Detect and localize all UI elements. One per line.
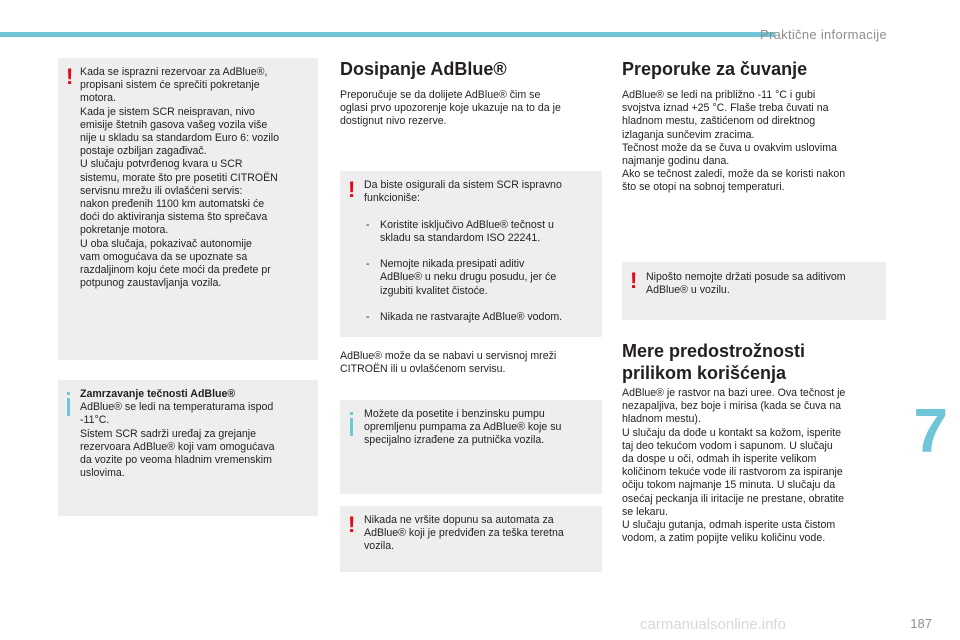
warning-box-scr <box>340 171 602 337</box>
warning-box-empty-tank <box>58 58 318 360</box>
precautions-text: AdBlue® je rastvor na bazi uree. Ova tečnost je nezapaljiva, bez boje i mirisa (kada se čuva na hladnom mestu). U slučaju da dođe u kontakt sa kožom, isperite taj deo tekućom vodom i sapunom. U slučaju da dospe u oči, odmah ih isperite velikom količinom tekuće vode ili rastvorom za ispiranje očiju tokom najmanje 15 minuta. U slučaju da osećaj peckanja ili iritacije ne prestane, obratite se lekaru. U slučaju gutanja, odmah isperite usta čistom vodom, a zatim popijte veliku količinu vode. <box>622 387 846 545</box>
storage-text: AdBlue® se ledi na približno -11 °C i gubi svojstva iznad +25 °C. Flaše treba čuvati na hladnom mestu, zaštićenom od direktnog izlaganja sunčevim zracima. Tečnost može da se čuva u ovakvim uslovima najmanje godinu dana. Ako se tečnost zaledi, može da se koristi nakon što se otopi na sobnoj temperaturi. <box>622 89 846 194</box>
warning-text: Nipošto nemojte držati posude sa aditivom AdBlue® u vozilu. <box>646 271 846 297</box>
info-icon <box>350 418 353 436</box>
warning-exclamation-icon: ! <box>66 64 74 89</box>
warning-text: Kada se isprazni rezervoar za AdBlue®, propisani sistem će sprečiti pokretanje motora. Kada je sistem SCR neispravan, nivo emisije štetnih gasova vašeg vozila više nije u skladu sa standardom Euro 6: vozilo postaje ozbiljan zagađivač. U slučaju potvrđenog kvara u SCR sistemu, morate što pre posetiti CITROËN servisnu mrežu ili ovlašćeni servis: nakon pređenih 1100 km automatski će doći do aktiviranja sistema što sprečava pokretanje motora. U oba slučaja, pokazivač autonomije vam omogućava da se upoznate sa razdaljinom koju ćete moći da pređete pr potpunog zaustavljanja vozila. <box>80 66 280 290</box>
info-icon <box>67 398 70 416</box>
refill-intro: Preporučuje se da dolijete AdBlue® čim se oglasi prvo upozorenje koje ukazuje na to da je dostignut nivo rezerve. <box>340 89 561 128</box>
warning-box-truck-pump <box>340 506 602 572</box>
chapter-number: 7 <box>913 397 948 466</box>
warning-text: Nikada ne vršite dopunu sa automata za AdBlue® koji je predviđen za teška teretna vozila. <box>364 514 564 553</box>
list-item: - Nikada ne rastvarajte AdBlue® vodom. <box>364 311 600 324</box>
section-title: Praktične informacije <box>760 27 887 42</box>
warning-exclamation-icon: ! <box>348 512 356 537</box>
warning-list <box>364 205 600 337</box>
list-item: - Nemojte nikada presipati aditiv AdBlue® u neku drugu posudu, jer će izgubiti kvalitet čistoće. <box>364 258 600 298</box>
heading-adblue-refill: Dosipanje AdBlue® <box>340 59 507 79</box>
warning-box-vehicle <box>622 262 886 320</box>
page-number: 187 <box>910 616 932 631</box>
info-text: AdBlue® se ledi na temperaturama ispod -11°C. Sistem SCR sadrži uređaj za grejanje rezervoara AdBlue® koji vam omogućava da vozite po veoma hladnim vremenskim uslovima. <box>80 401 275 480</box>
warning-exclamation-icon: ! <box>630 268 638 293</box>
info-box-pump <box>340 400 602 494</box>
list-item: - Koristite isključivo AdBlue® tečnost u skladu sa standardom ISO 22241. <box>364 219 600 245</box>
heading-precautions: Mere predostrožnosti prilikom korišćenja <box>622 341 806 383</box>
warning-text: Da biste osigurali da sistem SCR ispravno funkcioniše: <box>364 179 562 205</box>
info-box-freezing <box>58 380 318 516</box>
warning-exclamation-icon: ! <box>348 177 356 202</box>
info-text: Možete da posetite i benzinsku pumpu opremljenu pumpama za AdBlue® koje su specijalno izrađene za putnička vozila. <box>364 408 562 447</box>
availability-text: AdBlue® može da se nabavi u servisnoj mreži CITROËN ili u ovlašćenom servisu. <box>340 350 557 376</box>
info-box-title: Zamrzavanje tečnosti AdBlue® <box>80 388 236 400</box>
watermark: carmanualsonline.info <box>640 616 786 633</box>
header-bar <box>0 32 775 37</box>
heading-storage: Preporuke za čuvanje <box>622 59 808 79</box>
